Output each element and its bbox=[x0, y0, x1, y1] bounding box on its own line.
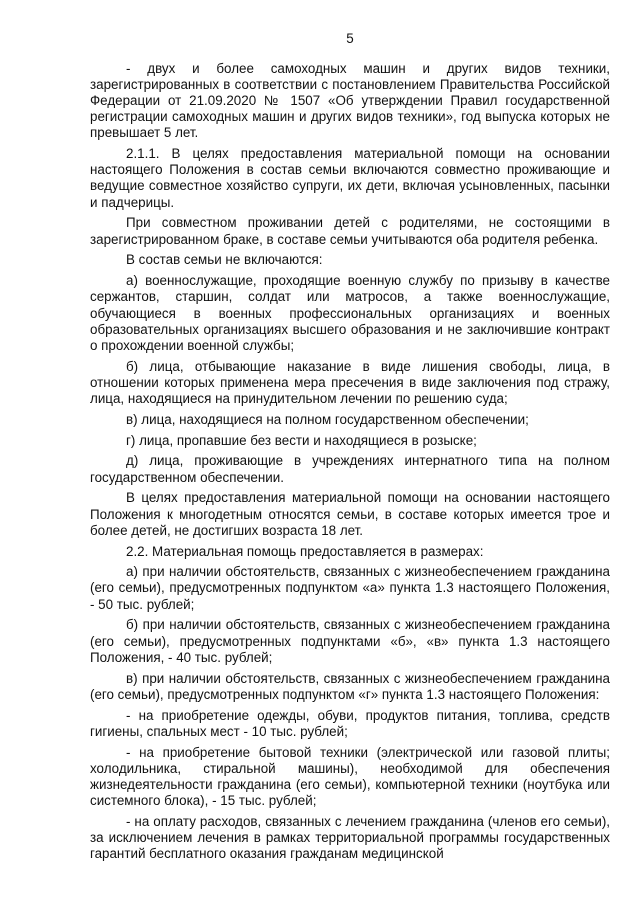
page-number: 5 bbox=[346, 31, 354, 46]
paragraph-vehicles: - двух и более самоходных машин и других видов техники, зарегистрированных в соответствии с постановлением Правительства Российской Федерации от 21.09.2020 № 1507 «Об утверждении Правил государственной регистрации самоходных машин и других видов техники», год выпуска которых не превышает 5 лет. bbox=[90, 61, 610, 141]
paragraph-unmarried-parents: При совместном проживании детей с родителями, не состоящими в зарегистрированном браке, в составе семьи учитываются оба родителя ребенка. bbox=[90, 215, 610, 247]
document-body bbox=[90, 61, 610, 867]
paragraph-appliances: - на приобретение бытовой техники (электрической или газовой плиты; холодильника, стиральной машины), необходимой для обеспечения жизнедеятельности гражданина (его семьи), компьютерной техники (ноутбука или системного блока), - 15 тыс. рублей; bbox=[90, 744, 610, 808]
paragraph-clothing: - на приобретение одежды, обуви, продуктов питания, топлива, средств гигиены, спальных мест - 10 тыс. рублей; bbox=[90, 707, 610, 739]
paragraph-amount-a: а) при наличии обстоятельств, связанных с жизнеобеспечением гражданина (его семьи), предусмотренных подпунктом «а» пункта 1.3 настоящего Положения, - 50 тыс. рублей; bbox=[90, 564, 610, 612]
paragraph-amount-b: б) при наличии обстоятельств, связанных с жизнеобеспечением гражданина (его семьи), предусмотренных подпунктами «б», «в» пункта 1.3 настоящего Положения, - 40 тыс. рублей; bbox=[90, 617, 610, 665]
paragraph-item-v: в) лица, находящиеся на полном государственном обеспечении; bbox=[126, 411, 529, 427]
paragraph-not-included: В состав семьи не включаются: bbox=[126, 252, 323, 268]
paragraph-item-b: б) лица, отбывающие наказание в виде лишения свободы, лица, в отношении которых применена мера пресечения в виде заключения под стражу, лица, находящиеся на принудительном лечении по решению суда; bbox=[90, 358, 610, 406]
paragraph-2-1-1: 2.1.1. В целях предоставления материальной помощи на основании настоящего Положения в состав семьи включаются совместно проживающие и ведущие совместное хозяйство супруги, их дети, включая усыновленных, пасынки и падчерицы. bbox=[90, 146, 610, 210]
paragraph-large-families: В целях предоставления материальной помощи на основании настоящего Положения к многодетным относятся семьи, в составе которых имеется трое и более детей, не достигших возраста 18 лет. bbox=[90, 490, 610, 538]
paragraph-item-g: г) лица, пропавшие без вести и находящиеся в розыске; bbox=[126, 432, 477, 448]
paragraph-item-d: д) лица, проживающие в учреждениях интернатного типа на полном государственном обеспечении. bbox=[90, 453, 610, 485]
paragraph-treatment: - на оплату расходов, связанных с лечением гражданина (членов его семьи), за исключением лечения в рамках территориальной программы государственных гарантий бесплатного оказания гражданам медицинской bbox=[90, 813, 610, 861]
paragraph-amount-v: в) при наличии обстоятельств, связанных с жизнеобеспечением гражданина (его семьи), предусмотренных подпунктом «г» пункта 1.3 настоящего Положения: bbox=[90, 670, 610, 702]
paragraph-item-a: а) военнослужащие, проходящие военную службу по призыву в качестве сержантов, старшин, солдат или матросов, а также военнослужащие, обучающиеся в военных профессиональных организациях и военных образовательных организациях высшего образования и не заключившие контракт о прохождении военной службы; bbox=[90, 273, 610, 353]
paragraph-2-2: 2.2. Материальная помощь предоставляется в размерах: bbox=[126, 543, 484, 559]
